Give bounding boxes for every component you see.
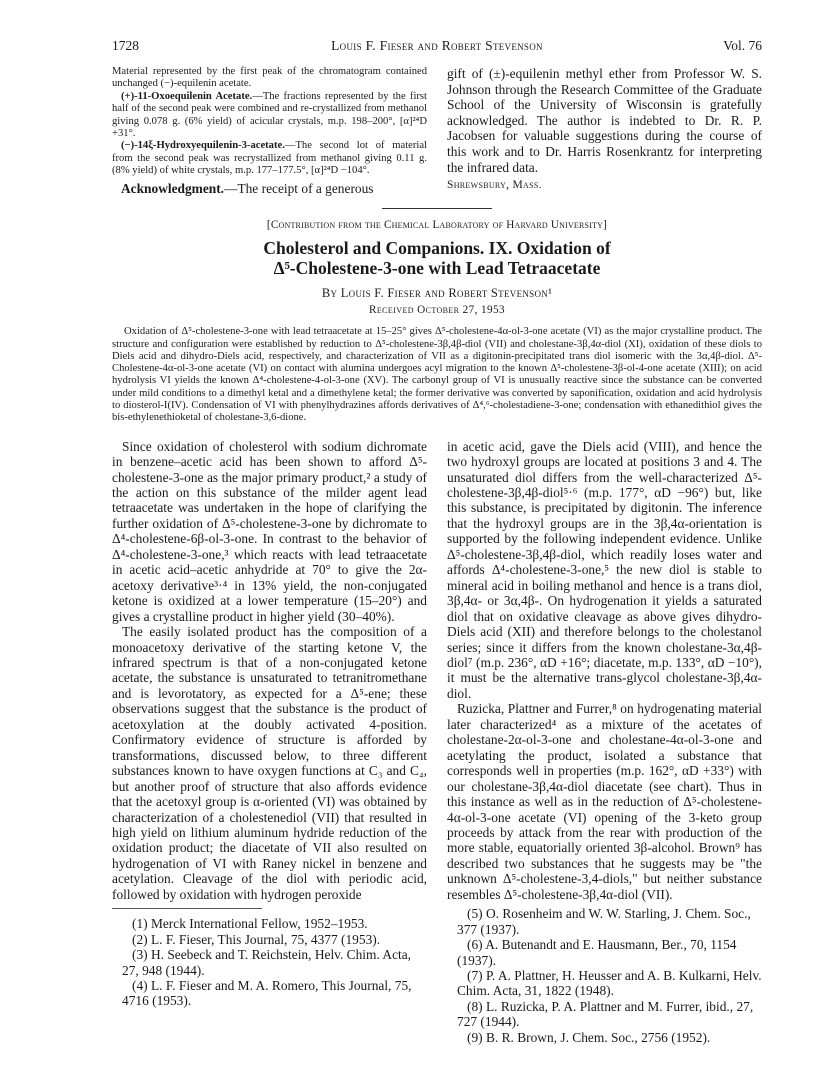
body-paragraph: Ruzicka, Plattner and Furrer,⁸ on hydrogenating material later characterized⁴ as a mixture of the acetates of cholestane-2α-ol-3-one and cholestane-4α-ol-3-one and acetylating the product, isolated a substance that corresponds well in properties (m.p. 162°, αD +33°) with our cholestane-3β,4α-diol diacetate (see chart). Thus in this instance as well as in the reduction of Δ⁵-cholestene-4α-ol-3-one acetate (VI) opening of the 3-keto group proceeds by attack from the rear with production of the more stable, equatorially oriented 3β-alcohol. Brown⁹ has described two substances that he suggests may be "the unknown Δ⁵-cholestene-3,4-diols," but neither substance resembles Δ⁵-cholestene-3β,4α-diol (VII). [447, 701, 762, 902]
footnote: (1) Merck International Fellow, 1952–1953. [132, 916, 368, 932]
hydroxyequilenin-paragraph [112, 140, 427, 177]
footnote: (5) O. Rosenheim and W. W. Starling, J. Chem. Soc., 377 (1937). [457, 906, 751, 937]
acknowledgment-start [112, 181, 427, 197]
compound-description: —The fractions represented by the first half of the second peak were combined and re-crystallized from methanol giving 0.078 g. (6% yield) of acicular crystals, m.p. 198–200°, [α]²⁴D +31°. [112, 90, 427, 140]
footnote: (8) L. Ruzicka, P. A. Plattner and M. Furrer, ibid., 27, 727 (1944). [457, 998, 754, 1030]
acknowledgment-continued: gift of (±)-equilenin methyl ether from Professor W. S. Johnson through the Research Committee of the Graduate School of the University of Wisconsin is gratefully acknowledged. The author is indebted to Dr. R. P. Jacobsen for valuable suggestions during the course of this work and to Dr. Harris Rosenkrantz for interpreting the infrared data. [447, 66, 762, 175]
title-line: Cholesterol and Companions. IX. Oxidation of [263, 238, 611, 259]
footnote: (3) H. Seebeck and T. Reichstein, Helv. Chim. Acta, 27, 948 (1944). [122, 947, 412, 978]
compound-name: (+)-11-Oxoequilenin Acetate. [121, 90, 253, 102]
experimental-right-column [447, 66, 762, 196]
address: Shrewsbury, Mass. [447, 179, 542, 192]
page-number: 1728 [112, 38, 139, 53]
chromatogram-paragraph: Material represented by the first peak of the chromatogram contained unchanged (−)-equilenin acetate. [112, 66, 427, 90]
acknowledgment-heading: Acknowledgment. [121, 180, 225, 196]
footnote: (7) P. A. Plattner, H. Heusser and A. B. Kulkarni, Helv. Chim. Acta, 31, 1822 (1948). [457, 968, 762, 999]
experimental-section [112, 66, 762, 196]
compound-description: —The second lot of material from the second peak was recrystallized from methanol giving 0.11 g. (8% yield) of white crystals, m.p. 177–177.5°, [α]²⁴D −104°. [112, 140, 427, 177]
experimental-left-column [112, 66, 427, 196]
footnotes-left [112, 916, 427, 1009]
contribution-line: [Contribution from the Chemical Laboratory of Harvard University] [266, 219, 608, 232]
article-body [112, 439, 762, 1046]
body-paragraph: The easily isolated product has the composition of a monoacetoxy derivative of the starting ketone V, the infrared spectrum is that of a non-conjugated ketone acetate, the substance is unsaturated to tetranitromethane and is levorotatory, as expected for a Δ⁵-ene; these observations suggest that the substance is the product of acetoxylation at the doubly activated 4-position. Confirmatory evidence of structure is afforded by transformations, discussed below, to three different substances known to have oxygen functions at C₃ and C₄, but another proof of structure that also affords evidence that the acetoxyl group is α-oriented (VI) was obtained by characterization of a cholestenediol (VII) that resulted in high yield on lithium aluminum hydride reduction of the oxidation product; the diacetate of VII also resulted on hydrogenation of VI with Raney nickel in benzene and acetylation. Cleavage of the diol with periodic acid, followed by oxidation with hydrogen peroxide [112, 624, 427, 902]
oxoequilenin-paragraph [112, 91, 427, 141]
footnote-rule [112, 908, 262, 912]
abstract: Oxidation of Δ⁵-cholestene-3-one with lead tetraacetate at 15–25° gives Δ⁵-cholestene-4α-ol-3-one acetate (VI) as the major crystalline product. The structure and configuration were established by reduction to Δ⁵-cholestene-3β,4β-diol (VII) and cholestane-3β,4α-diol (XI), oxidation of these diols to Diels acid and dihydro-Diels acid, respectively, and characterization of VII as a digitonin-precipitated trans diol isomeric with the 3α,4β-diol. Δ⁵-Cholestene-4α-ol-3-one acetate (VI) on contact with alumina undergoes acyl migration to the known Δ⁵-cholestene-3β-ol-4-one acetate (XIII); on acid hydrolysis VI yields the known Δ⁴-cholestene-4-ol-3-one (XV). The carbonyl group of VI is unusually reactive since the substance can be converted under mild conditions to a dimethyl ketal and a dimethylene ketal; the former derivative was converted by saponification, oxidation and acid hydrolysis to diosterol-I(IV). Condensation of VI with phenylhydrazines affords derivatives of Δ⁴,⁶-cholestadiene-3-one; condensation with ethanedithiol gives the bis-ethylenethioketal of cholestane-3,6-dione. [112, 326, 762, 424]
body-paragraph: in acetic acid, gave the Diels acid (VIII), and hence the two hydroxyl groups are located at positions 3 and 4. The unsaturated diol differs from the well-characterized Δ⁵-cholestene-3β,4β-diol⁵·⁶ (m.p. 177°, αD −96°) but, like this substance, is precipitated by digitonin. The inference that the hydroxyl groups are in the 3β,4α-orientation is supported by the following independent evidence. Unlike Δ⁵-cholestene-3β,4β-diol, which readily loses water and affords Δ⁴-cholestene-3-one,⁵ the new diol is stable to mineral acid in boiling methanol and hence is a trans diol, 3β,4α- or 3α,4β-. On hydrogenation it yields a saturated diol that on oxidative cleavage as above gives dihydro-Diels acid (XII) and therefore belongs to the cholestanol series; since it differs from the known cholestane-3α,4β-diol⁷ (m.p. 236°, αD +16°; diacetate, m.p. 133°, αD −10°), it must be the alternative trans-glycol cholestane-3β,4α-diol. [447, 438, 762, 701]
article-title [112, 238, 762, 278]
footnotes-right [447, 906, 762, 1045]
body-paragraph: Since oxidation of cholesterol with sodium dichromate in benzene–acetic acid has been shown to afford Δ⁵-cholestene-3-one as the major primary product,² a study of the action on this substance of the milder agent lead tetraacetate was undertaken in the hope of clarifying the further oxidation of Δ⁵-cholestene-3-one by dichromate to Δ⁴-cholestene-6β-ol-3-one. In contrast to the behavior of Δ⁴-cholestene-3-one,³ which reacts with lead tetraacetate in acetic acid–acetic anhydride at 70° to give the 2α-acetoxy derivative³·⁴ in 13% yield, the non-conjugated ketone is oxidized at a lower temperature (15–20°) and gives a crystalline product in higher yield (30–40%). [112, 438, 427, 624]
acknowledgment-text: —The receipt of a generous [224, 180, 374, 196]
body-right-column [447, 439, 762, 1046]
footnote: (4) L. F. Fieser and M. A. Romero, This Journal, 75, 4716 (1953). [122, 978, 412, 1009]
footnote: (2) L. F. Fieser, This Journal, 75, 4377 (1953). [132, 931, 381, 947]
running-head-authors: Louis F. Fieser and Robert Stevenson [331, 38, 543, 53]
volume-number: Vol. 76 [723, 38, 762, 53]
footnote: (9) B. R. Brown, J. Chem. Soc., 2756 (1952). [467, 1029, 711, 1045]
title-line: Δ⁵-Cholestene-3-one with Lead Tetraacetate [273, 258, 601, 279]
running-head [112, 38, 762, 58]
compound-name: (−)-14ξ-Hydroxyequilenin-3-acetate. [121, 140, 285, 152]
byline: By Louis F. Fieser and Robert Stevenson¹ [321, 286, 553, 301]
section-divider [382, 208, 492, 209]
footnote: (6) A. Butenandt and E. Hausmann, Ber., 70, 1154 (1937). [457, 937, 737, 968]
body-left-column [112, 439, 427, 1046]
received-date: Received October 27, 1953 [369, 304, 505, 317]
